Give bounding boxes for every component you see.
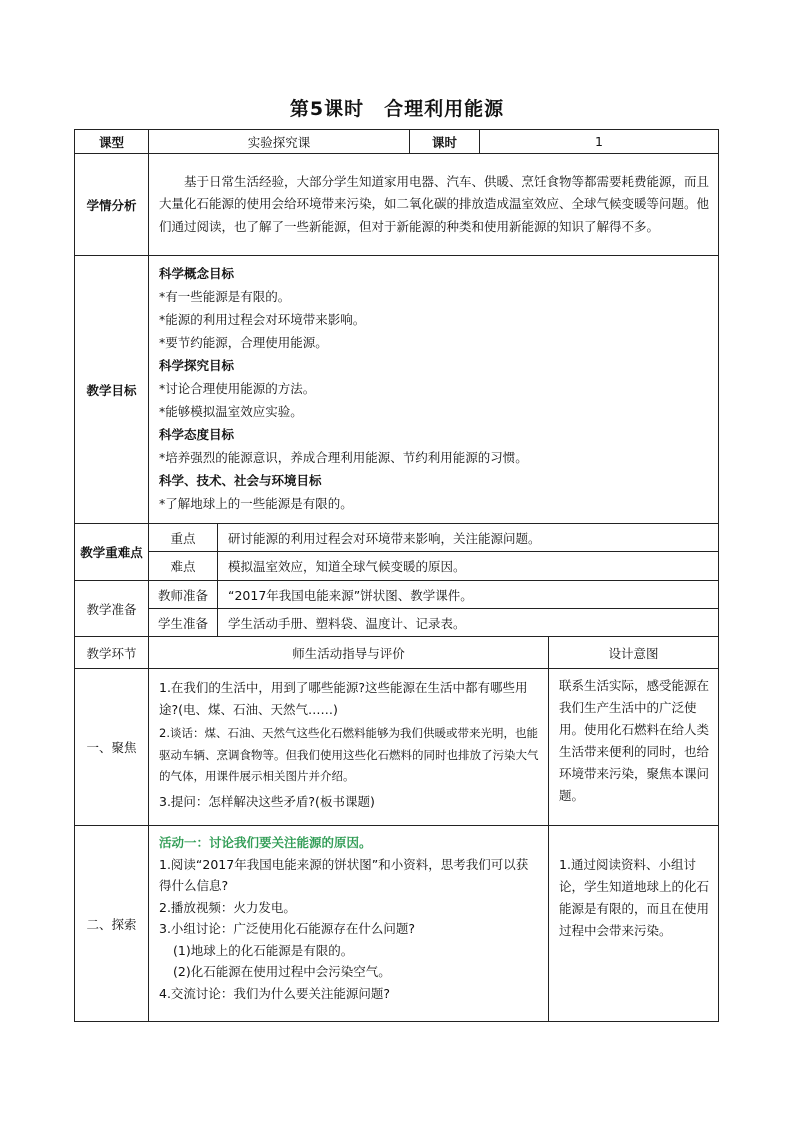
focus-item: 3.提问：怎样解决这些矛盾?(板书课题) xyxy=(159,793,375,809)
student-prep-row xyxy=(75,609,719,637)
explore-item: 1.阅读“2017年我国电能来源的饼状图”和小资料，思考我们可以获得什么信息? xyxy=(159,856,529,893)
teacher-prep-row xyxy=(75,581,719,609)
student-prep-text: 学生活动手册、塑料袋、温度计、记录表。 xyxy=(218,609,719,637)
stse-goal-item: *了解地球上的一些能源是有限的。 xyxy=(159,496,353,511)
key-points-label: 教学重难点 xyxy=(75,524,149,581)
prep-label: 教学准备 xyxy=(75,581,149,637)
inquiry-goal-item: *能够模拟温室效应实验。 xyxy=(159,404,303,419)
focus-row xyxy=(75,669,719,826)
process-header-row xyxy=(75,637,719,669)
key-text: 研讨能源的利用过程会对环境带来影响，关注能源问题。 xyxy=(218,524,719,552)
explore-design-intent: 1.通过阅读资料、小组讨论，学生知道地球上的化石能源是有限的，而且在使用过程中会带来污染。 xyxy=(549,826,719,1022)
process-col-stage: 教学环节 xyxy=(75,637,149,669)
focus-design-intent: 联系生活实际，感受能源在我们生产生活中的广泛使用。使用化石燃料在给人类生活带来便利的同时，也给环境带来污染，聚焦本课问题。 xyxy=(549,669,719,826)
activity-heading: 活动一：讨论我们要关注能源的原因。 xyxy=(159,835,372,850)
concept-goal-item: *能源的利用过程会对环境带来影响。 xyxy=(159,312,366,327)
goals-label: 教学目标 xyxy=(75,256,149,524)
student-prep-label: 学生准备 xyxy=(149,609,218,637)
concept-goal-item: *要节约能源，合理使用能源。 xyxy=(159,335,328,350)
analysis-row xyxy=(75,154,719,256)
lesson-plan-table xyxy=(74,129,719,1022)
goals-row xyxy=(75,256,719,524)
explore-sub-item: (1)地球上的化石能源是有限的。 xyxy=(173,942,354,958)
concept-goal-item: *有一些能源是有限的。 xyxy=(159,289,291,304)
hard-label: 难点 xyxy=(149,552,218,581)
focus-item: 2.谈话：煤、石油、天然气这些化石燃料能够为我们供暖或带来光明，也能驱动车辆、烹调食物等。但我们使用这些化石燃料的同时也排放了污染大气的气体，用课件展示相关图片并介绍。 xyxy=(159,726,539,783)
explore-item: 2.播放视频：火力发电。 xyxy=(159,899,296,915)
focus-item: 1.在我们的生活中，用到了哪些能源?这些能源在生活中都有哪些用途?(电、煤、石油、天然气……) xyxy=(159,680,528,717)
type-value: 实验探究课 xyxy=(149,130,410,154)
analysis-text: 基于日常生活经验，大部分学生知道家用电器、汽车、供暖、烹饪食物等都需要耗费能源，而且大量化石能源的使用会给环境带来污染，如二氧化碳的排放造成温室效应、全球气候变暖等问题。他们通过阅读，也了解了一些新能源，但对于新能源的种类和使用新能源的知识了解得不多。 xyxy=(159,173,710,234)
explore-item: 4.交流讨论：我们为什么要关注能源问题? xyxy=(159,985,391,1001)
stse-goals-heading: 科学、技术、社会与环境目标 xyxy=(159,473,322,488)
key-label: 重点 xyxy=(149,524,218,552)
period-value: 1 xyxy=(480,130,719,154)
type-label: 课型 xyxy=(75,130,149,154)
process-col-design: 设计意图 xyxy=(549,637,719,669)
period-label: 课时 xyxy=(410,130,480,154)
explore-sub-item: (2)化石能源在使用过程中会污染空气。 xyxy=(173,964,391,979)
explore-label: 二、探索 xyxy=(75,826,149,1022)
page-title: 第5课时 合理利用能源 xyxy=(289,98,505,120)
inquiry-goals-heading: 科学探究目标 xyxy=(159,358,235,373)
analysis-label: 学情分析 xyxy=(75,154,149,256)
teacher-prep-label: 教师准备 xyxy=(149,581,218,609)
concept-goals-heading: 科学概念目标 xyxy=(159,266,235,281)
hard-text: 模拟温室效应，知道全球气候变暖的原因。 xyxy=(218,552,719,581)
attitude-goal-item: *培养强烈的能源意识，养成合理利用能源、节约利用能源的习惯。 xyxy=(159,450,528,465)
explore-item: 3.小组讨论：广泛使用化石能源存在什么问题? xyxy=(159,921,416,936)
teacher-prep-text: “2017年我国电能来源”饼状图、教学课件。 xyxy=(218,581,719,609)
key-point-row xyxy=(75,524,719,552)
inquiry-goal-item: *讨论合理使用能源的方法。 xyxy=(159,381,316,396)
explore-row xyxy=(75,826,719,1022)
focus-label: 一、聚焦 xyxy=(75,669,149,826)
header-row xyxy=(75,130,719,154)
process-col-activity: 师生活动指导与评价 xyxy=(149,637,549,669)
hard-point-row xyxy=(75,552,719,581)
attitude-goals-heading: 科学态度目标 xyxy=(159,427,235,442)
